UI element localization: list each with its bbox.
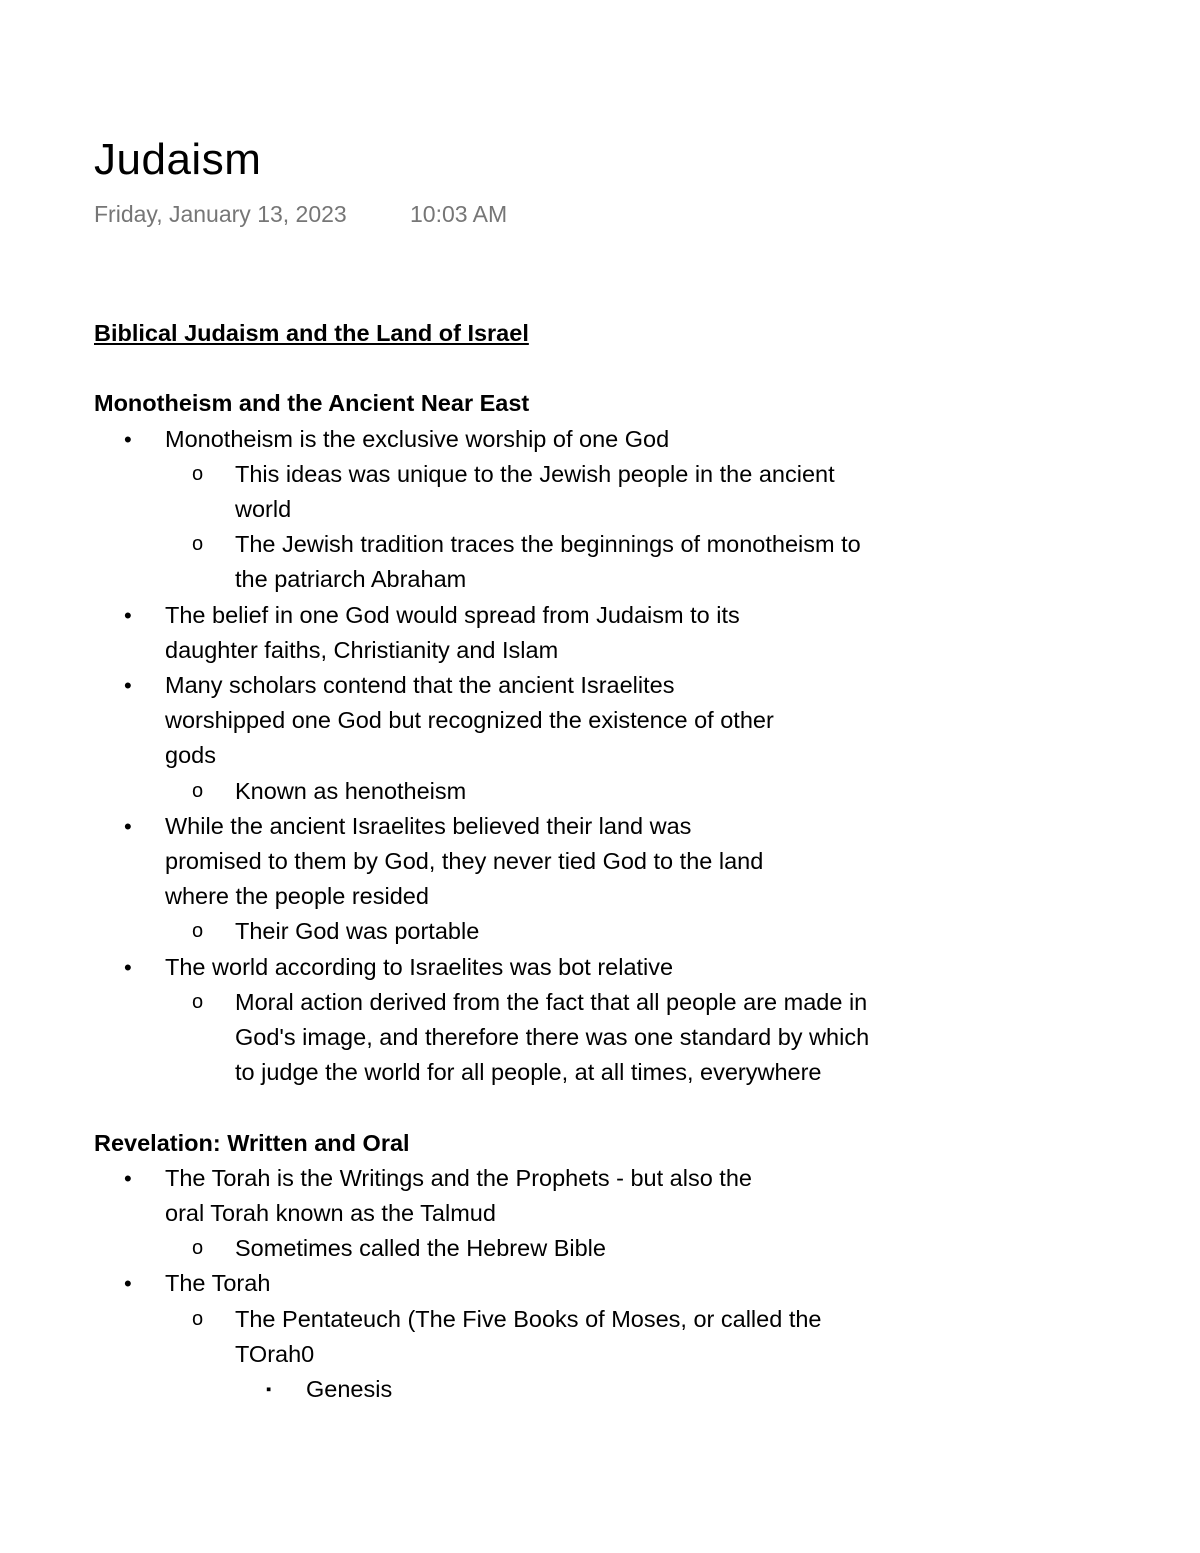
list-item-text: Moral action derived from the fact that all people are made in God's image, and therefore there was one standard by which to judge the world for all people, at all times, everywhere	[235, 988, 870, 1086]
list-item	[94, 527, 875, 597]
section-heading: Monotheism and the Ancient Near East	[94, 390, 530, 417]
bullet-icon: •	[124, 1165, 132, 1191]
list-item	[94, 1372, 866, 1407]
list-item	[94, 1266, 785, 1301]
bullet-icon: •	[124, 1271, 132, 1297]
list-item	[94, 598, 785, 668]
list-item-text: The Torah is the Writings and the Prophets - but also the oral Torah known as the Talmud	[165, 1164, 752, 1227]
page-heading: Biblical Judaism and the Land of Israel	[94, 320, 529, 346]
list-item-text: The Pentateuch (The Five Books of Moses, or called the TOrah0	[235, 1305, 822, 1367]
bullet-icon: •	[124, 954, 132, 980]
list-item	[94, 914, 875, 949]
list-item-text: Genesis	[306, 1376, 393, 1403]
circle-bullet-icon: o	[192, 462, 204, 485]
list-item	[94, 809, 785, 915]
list-item	[94, 668, 785, 774]
list-item	[94, 985, 875, 1091]
list-item	[94, 1161, 785, 1231]
circle-bullet-icon: o	[192, 533, 204, 556]
list-item-text: The Jewish tradition traces the beginnings of monotheism to the patriarch Abraham	[235, 531, 861, 593]
bullet-icon: •	[124, 602, 132, 628]
list-item	[94, 422, 785, 457]
blank-line	[94, 351, 894, 386]
list-item-text: This ideas was unique to the Jewish people in the ancient world	[235, 460, 835, 522]
list-item-text: The belief in one God would spread from Judaism to its daughter faiths, Christianity and Islam	[165, 601, 740, 663]
circle-bullet-icon: o	[192, 990, 204, 1013]
list-item-text: Sometimes called the Hebrew Bible	[235, 1235, 606, 1262]
section-heading: Revelation: Written and Oral	[94, 1129, 410, 1156]
list-item-text: Monotheism is the exclusive worship of one God	[165, 425, 670, 452]
circle-bullet-icon: o	[192, 1307, 204, 1330]
note-date: Friday, January 13, 2023	[94, 201, 347, 227]
list-item	[94, 774, 875, 809]
list-item	[94, 950, 785, 985]
list-item-text: Known as henotheism	[235, 777, 467, 804]
list-item-text: While the ancient Israelites believed their land was promised to them by God, they never tied God to the land where the people resided	[165, 812, 764, 910]
list-item-text: The world according to Israelites was bot relative	[165, 953, 674, 980]
note-body	[94, 316, 894, 1407]
circle-bullet-icon: o	[192, 1237, 204, 1260]
square-bullet-icon: ▪	[266, 1381, 272, 1399]
list-item-text: The Torah	[165, 1270, 271, 1297]
bullet-icon: •	[124, 673, 132, 699]
list-item	[94, 457, 875, 527]
list-item-text: Their God was portable	[235, 918, 480, 945]
circle-bullet-icon: o	[192, 920, 204, 943]
page-title: Judaism	[94, 135, 262, 184]
list-item-text: Many scholars contend that the ancient Israelites worshipped one God but recognized the existence of other gods	[165, 672, 774, 769]
circle-bullet-icon: o	[192, 779, 204, 802]
list-item	[94, 1302, 875, 1372]
note-time: 10:03 AM	[410, 201, 508, 227]
bullet-icon: •	[124, 426, 132, 452]
bullet-icon: •	[124, 813, 132, 839]
list-item	[94, 1231, 875, 1266]
blank-line	[94, 1090, 894, 1125]
